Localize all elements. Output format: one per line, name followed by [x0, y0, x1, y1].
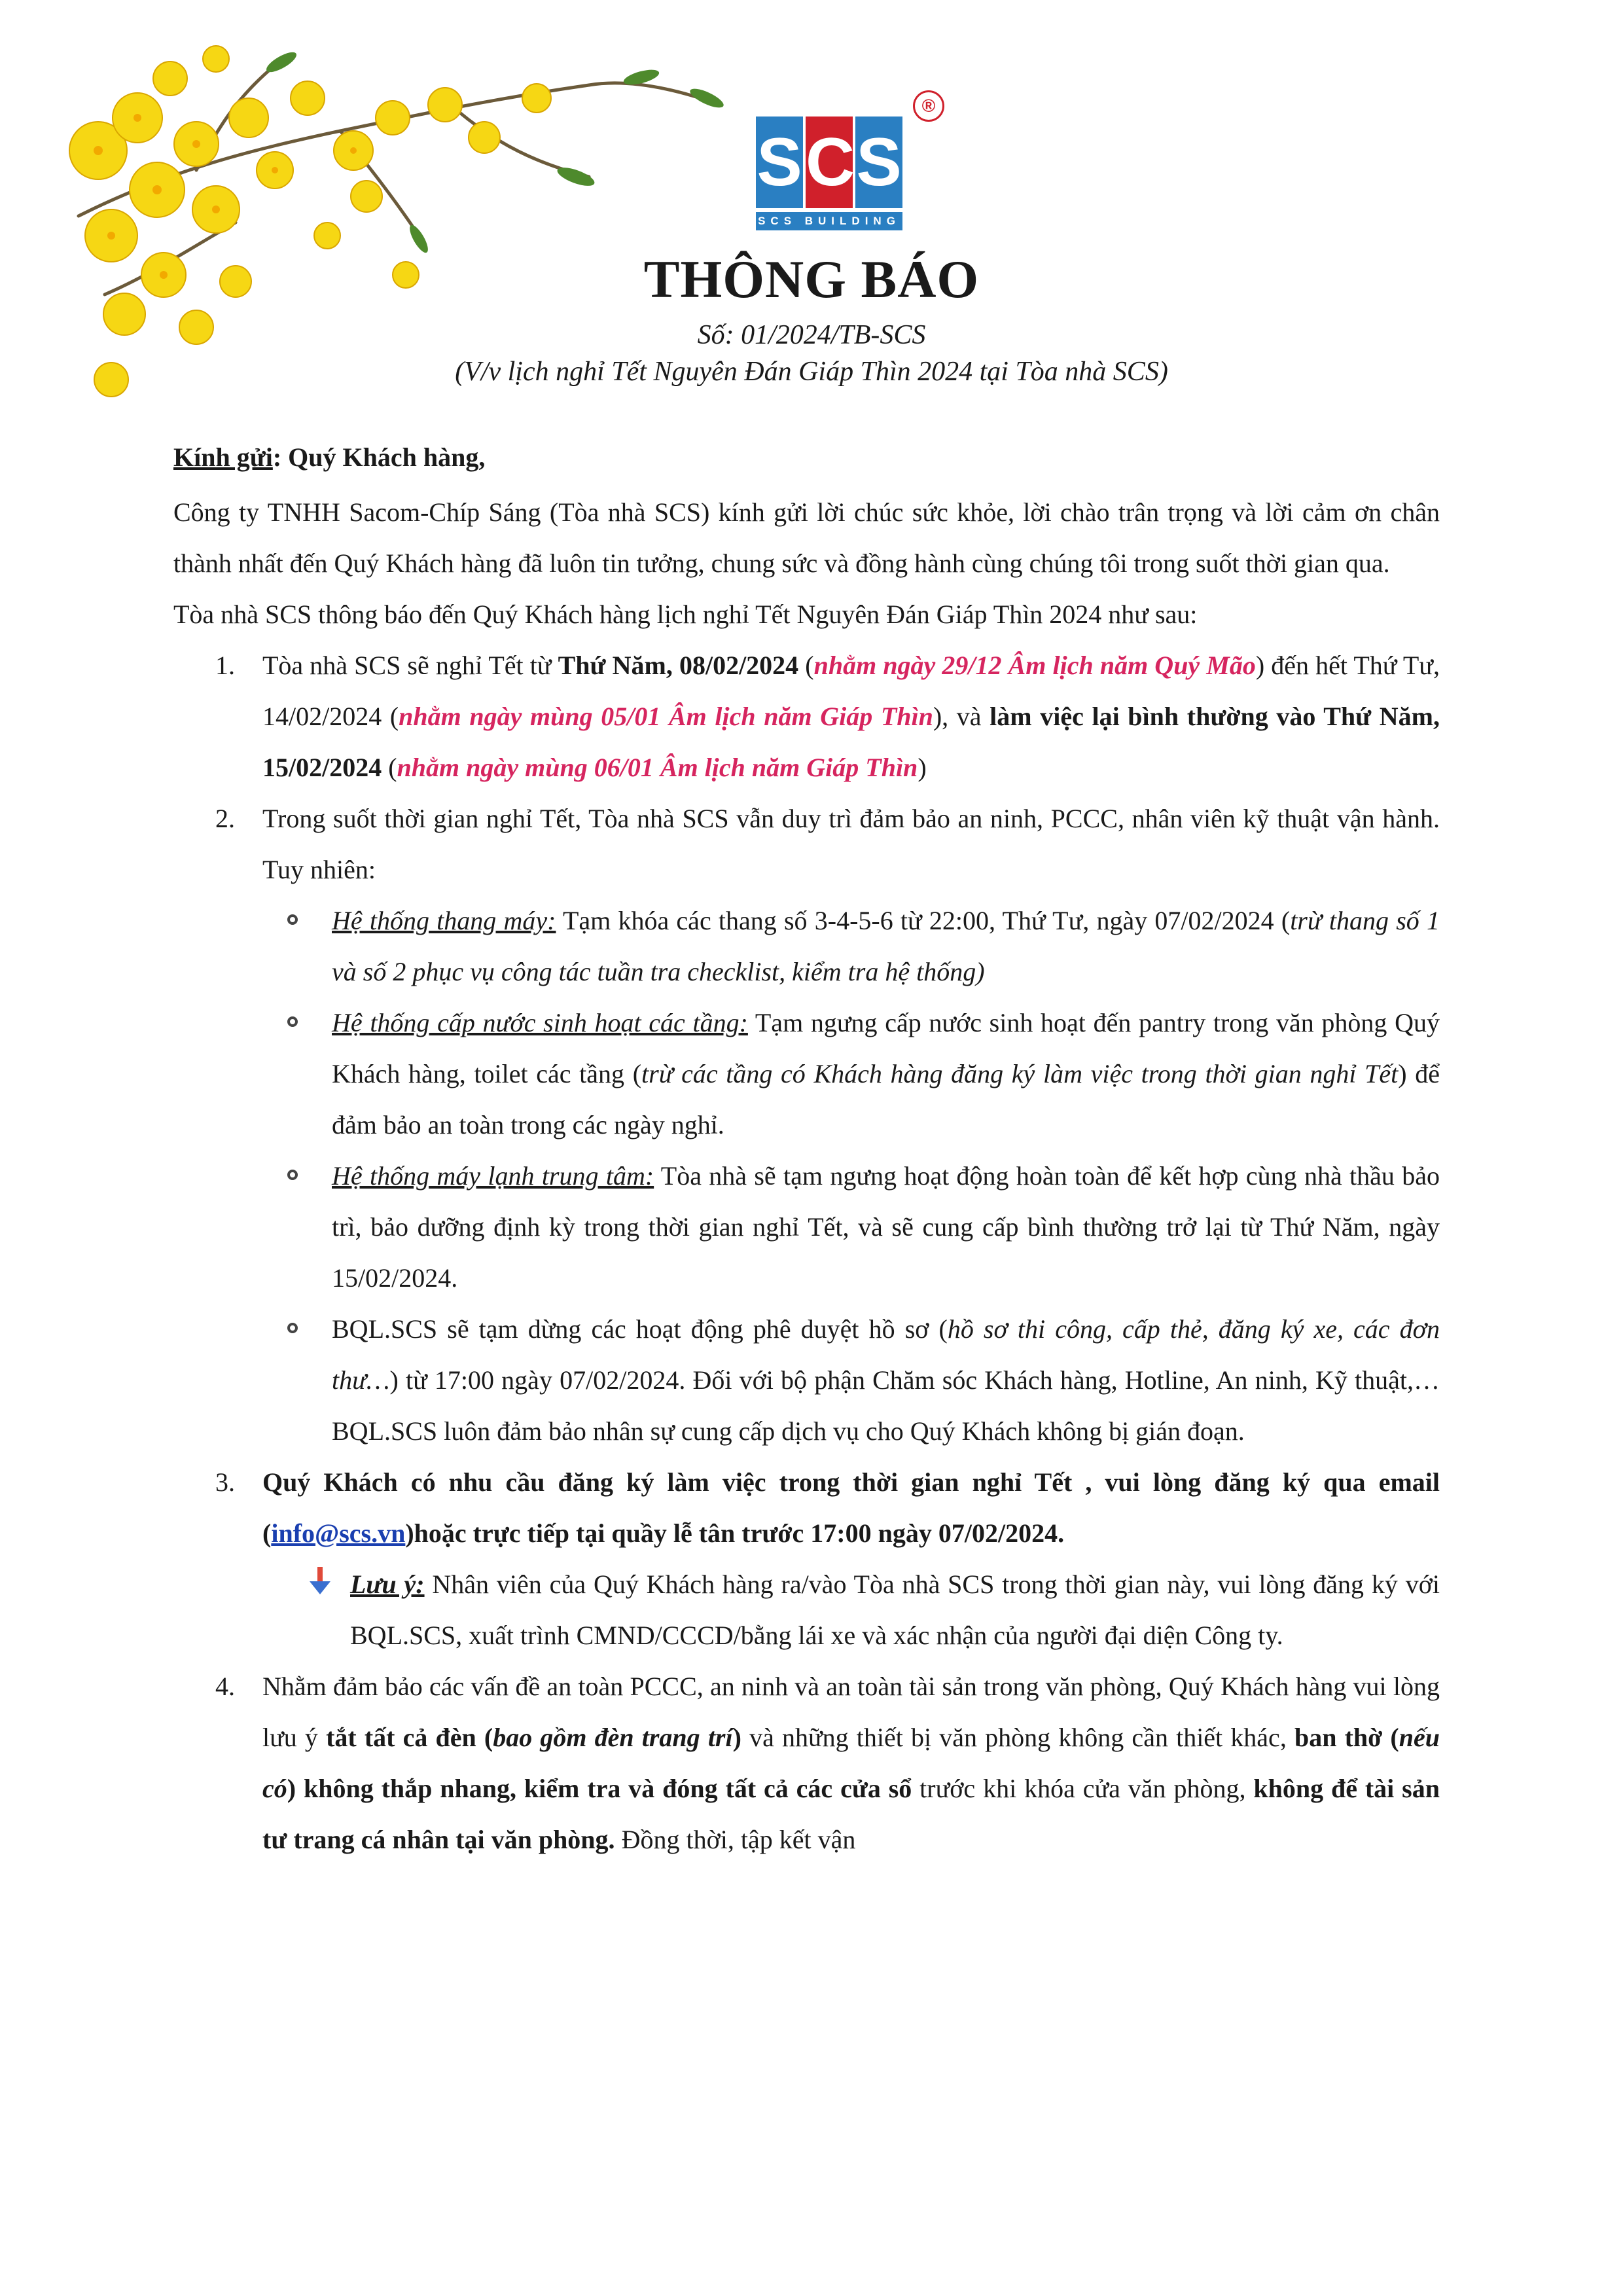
notice-number: Số: 01/2024/TB-SCS: [697, 320, 926, 350]
item1-lunar-date: nhằm ngày mùng 05/01 Âm lịch năm Giáp Thìn: [399, 702, 933, 731]
item4-bold-italic: nếu có: [262, 1723, 1440, 1803]
notice-body: [173, 432, 1440, 1865]
item2-text: Trong suốt thời gian nghỉ Tết, Tòa nhà SCS vẫn duy trì đảm bảo an ninh, PCCC, nhân viên kỹ thuật vận hành. Tuy nhiên:: [262, 804, 1440, 884]
logo-letter-s1: S: [756, 117, 803, 208]
greeting-label: Kính gửi: [173, 442, 273, 472]
bullet-text: Tạm ngưng cấp nước sinh hoạt đến pantry trong văn phòng Quý Khách hàng, toilet các tầng (: [332, 1008, 1440, 1088]
notice-subject: (V/v lịch nghỉ Tết Nguyên Đán Giáp Thìn 2024 tại Tòa nhà SCS): [455, 357, 1168, 387]
list-item-4: [173, 1661, 1440, 1865]
down-arrow-icon: [308, 1567, 332, 1596]
item1-text: (: [798, 651, 814, 680]
item1-text: ), và: [933, 702, 990, 731]
bullet-italic: trừ các tầng có Khách hàng đăng ký làm việc trong thời gian nghỉ Tết: [641, 1059, 1399, 1088]
note-text: Nhân viên của Quý Khách hàng ra/vào Tòa nhà SCS trong thời gian này, vui lòng đăng ký với BQL.SCS, xuất trình CMND/CCCD/bằng lái xe và xác nhận của người đại diện Công ty.: [350, 1570, 1440, 1650]
item1-start-date: Thứ Năm, 08/02/2024: [558, 651, 799, 680]
bullet-text: ) từ 17:00 ngày 07/02/2024. Đối với bộ phận Chăm sóc Khách hàng, Hotline, An ninh, Kỹ thuật,… BQL.SCS luôn đảm bảo nhân sự cung cấp dịch vụ cho Quý Khách không bị gián đoạn.: [332, 1365, 1440, 1446]
greeting-recipient: : Quý Khách hàng,: [272, 442, 486, 472]
email-link[interactable]: info@scs.vn: [271, 1518, 406, 1548]
scs-logo: [749, 90, 936, 241]
bullet-icon: [287, 1170, 298, 1180]
logo-subtitle: SCS BUILDING: [756, 212, 902, 230]
sub-bullet-list: [262, 895, 1440, 1457]
item1-lunar-date: nhằm ngày mùng 06/01 Âm lịch năm Giáp Thìn: [397, 753, 918, 782]
bullet-title: Hệ thống máy lạnh trung tâm:: [332, 1161, 654, 1191]
bullet-approvals: [262, 1304, 1440, 1457]
bullet-title: Hệ thống cấp nước sinh hoạt các tầng:: [332, 1008, 748, 1037]
list-item-3: [173, 1457, 1440, 1661]
item1-text: Tòa nhà SCS sẽ nghỉ Tết từ: [262, 651, 558, 680]
notice-list: [173, 640, 1440, 1865]
bullet-icon: [287, 1016, 298, 1027]
item4-bold-italic: bao gồm đèn trang trí: [493, 1723, 733, 1752]
bullet-text: Tạm khóa các thang số 3-4-5-6 từ 22:00, Thứ Tư, ngày 07/02/2024 (: [556, 906, 1291, 935]
blossom-branch-decoration: [0, 0, 838, 471]
item1-lunar-date: nhằm ngày 29/12 Âm lịch năm Quý Mão: [813, 651, 1256, 680]
item4-bold: ) không thắp nhang, kiểm tra và đóng tất cả các cửa sổ: [287, 1774, 912, 1803]
bullet-title: Hệ thống thang máy:: [332, 906, 556, 935]
notice-title: THÔNG BÁO: [643, 249, 980, 309]
item4-text: trước khi khóa cửa văn phòng,: [912, 1774, 1254, 1803]
item-number: 3.: [215, 1467, 235, 1497]
item1-text: (: [382, 753, 397, 782]
item-number: 1.: [215, 651, 235, 680]
bullet-icon: [287, 914, 298, 925]
item4-text: và những thiết bị văn phòng không cần thiết khác,: [741, 1723, 1294, 1752]
item4-bold: không để tài sản tư trang cá nhân tại văn phòng.: [262, 1774, 1440, 1854]
item1-text: ): [918, 753, 927, 782]
bullet-icon: [287, 1323, 298, 1333]
item3-text: Quý Khách có nhu cầu đăng ký làm việc trong thời gian nghỉ Tết , vui lòng đăng ký qua email (: [262, 1467, 1440, 1548]
list-item-1: [173, 640, 1440, 793]
registered-mark-icon: ®: [913, 90, 944, 122]
logo-letter-s2: S: [855, 117, 902, 208]
item4-bold: ): [732, 1723, 741, 1752]
item1-resume-date: làm việc lại bình thường vào Thứ Năm, 15/02/2024: [262, 702, 1440, 782]
bullet-italic: hồ sơ thi công, cấp thẻ, đăng ký xe, các đơn thư…: [332, 1314, 1440, 1395]
item3-text: )hoặc trực tiếp tại quầy lễ tân trước 17:00 ngày 07/02/2024.: [405, 1518, 1065, 1548]
bullet-italic: trừ thang số 1 và số 2 phục vụ công tác tuần tra checklist, kiểm tra hệ thống): [332, 906, 1440, 986]
bullet-text: Tòa nhà sẽ tạm ngưng hoạt động hoàn toàn để kết hợp cùng nhà thầu bảo trì, bảo dưỡng định kỳ trong thời gian nghỉ Tết, và sẽ cung cấp bình thường trở lại từ Thứ Năm, ngày 15/02/2024.: [332, 1161, 1440, 1293]
item1-text: ) đến hết Thứ Tư, 14/02/2024 (: [262, 651, 1440, 731]
item4-text: Nhằm đảm bảo các vấn đề an toàn PCCC, an ninh và an toàn tài sản trong văn phòng, Quý Khách hàng vui lòng lưu ý: [262, 1672, 1440, 1752]
logo-letter-c: C: [806, 117, 853, 208]
intro-paragraph: Công ty TNHH Sacom-Chíp Sáng (Tòa nhà SCS) kính gửi lời chúc sức khỏe, lời chào trân trọng và lời cảm ơn chân thành nhất đến Quý Khách hàng đã luôn tin tưởng, chung sức và đồng hành cùng chúng tôi trong suốt thời gian qua.: [173, 497, 1440, 578]
bullet-aircon: [262, 1151, 1440, 1304]
announce-paragraph: Tòa nhà SCS thông báo đến Quý Khách hàng lịch nghỉ Tết Nguyên Đán Giáp Thìn 2024 như sau:: [173, 600, 1198, 629]
item4-bold: ban thờ (: [1294, 1723, 1399, 1752]
greeting: [173, 432, 1440, 483]
item4-bold: tắt tất cả đèn (: [326, 1723, 493, 1752]
note-label: Lưu ý:: [350, 1570, 425, 1599]
bullet-text: ) để đảm bảo an toàn trong các ngày nghỉ.: [332, 1059, 1440, 1139]
item-number: 4.: [215, 1672, 235, 1701]
item-number: 2.: [215, 804, 235, 833]
note-block: [262, 1559, 1440, 1661]
bullet-text: BQL.SCS sẽ tạm dừng các hoạt động phê duyệt hồ sơ (: [332, 1314, 948, 1344]
bullet-elevator: [262, 895, 1440, 997]
item4-text: Đồng thời, tập kết vận: [615, 1825, 856, 1854]
bullet-water: [262, 997, 1440, 1151]
list-item-2: [173, 793, 1440, 1457]
